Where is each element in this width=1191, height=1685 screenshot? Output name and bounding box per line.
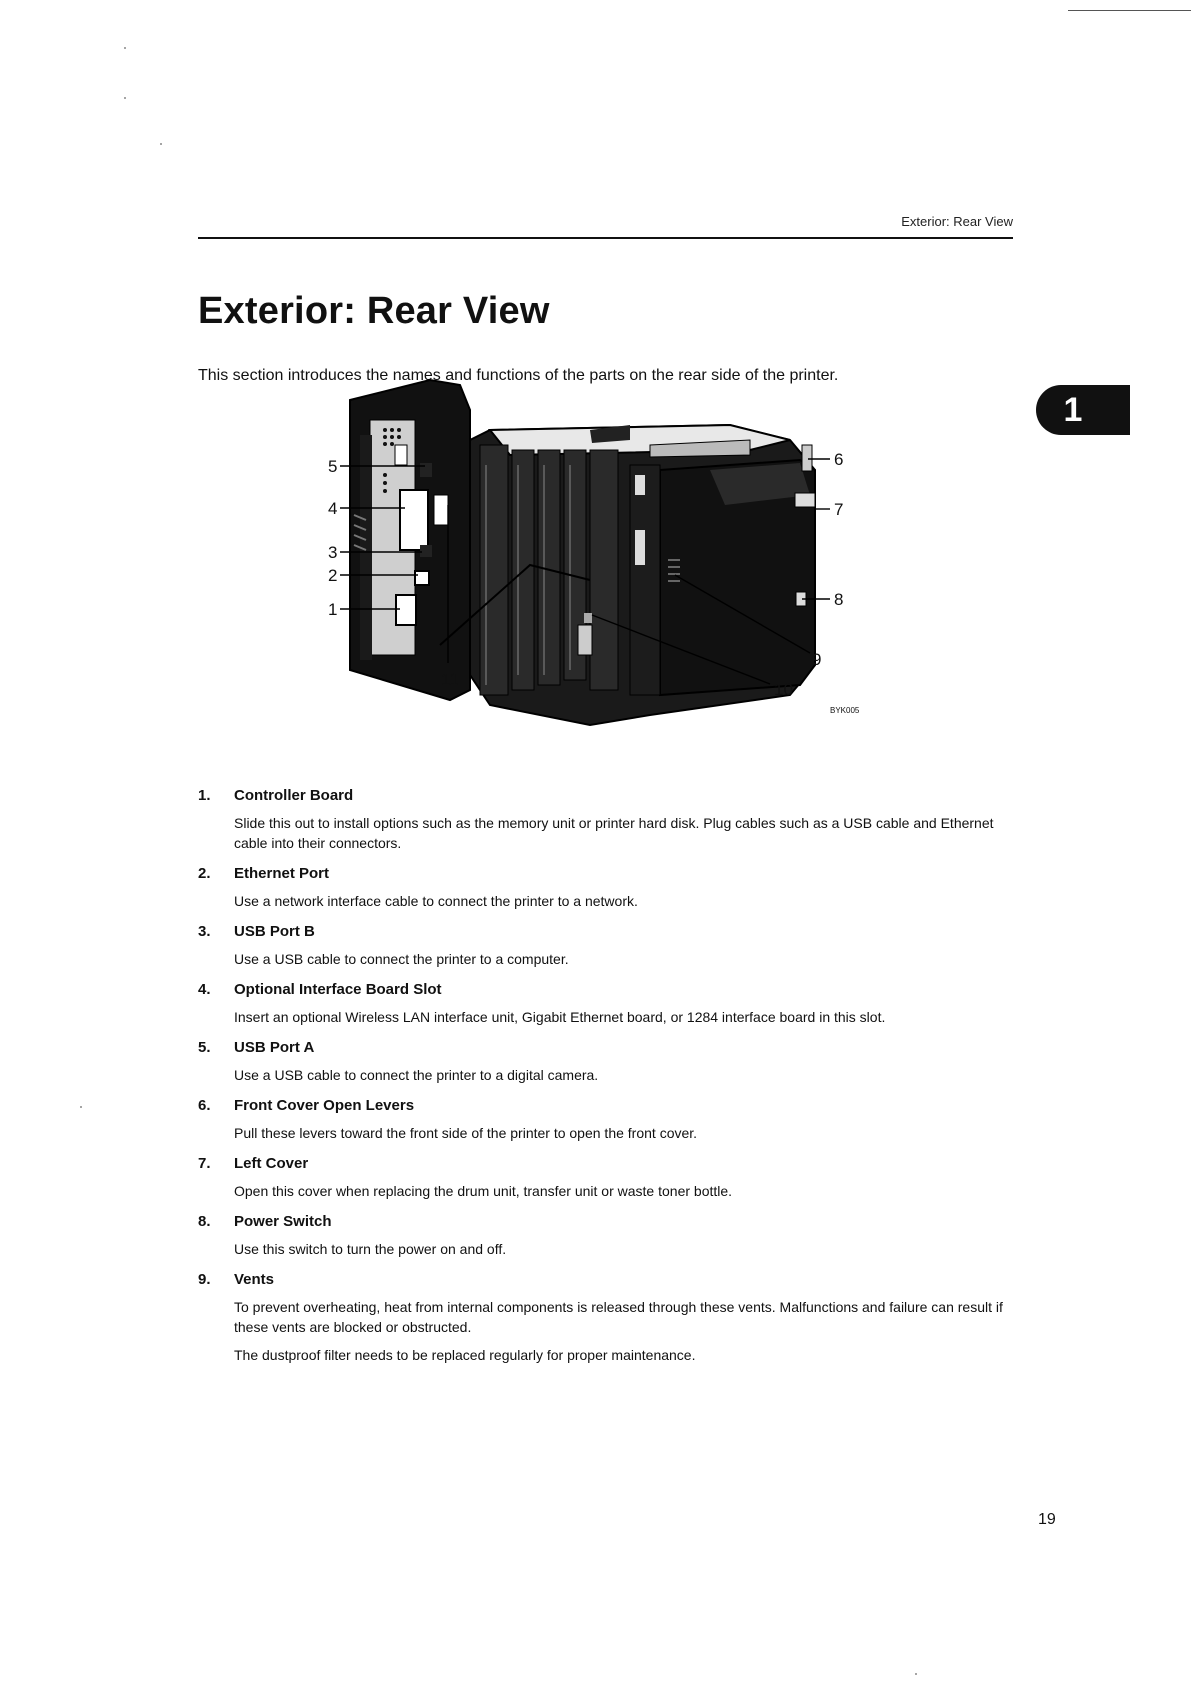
scan-speck bbox=[124, 97, 126, 99]
part-description: Pull these levers toward the front side of the printer to open the front cover. bbox=[234, 1125, 698, 1141]
scan-speck bbox=[124, 47, 126, 49]
part-item bbox=[198, 1093, 1018, 1143]
parts-list bbox=[198, 783, 1018, 1373]
part-name: Vents bbox=[234, 1271, 275, 1288]
scan-speck bbox=[80, 1106, 82, 1108]
header-rule bbox=[198, 237, 1013, 239]
part-heading bbox=[198, 1151, 1018, 1177]
part-name: Power Switch bbox=[234, 1213, 332, 1230]
part-description: To prevent overheating, heat from internal components is released through these vents. Malfunctions and failure can result if these vents are blocked or obstructed. bbox=[234, 1299, 1003, 1335]
page-number: 19 bbox=[1038, 1511, 1056, 1528]
printer-rear-figure bbox=[330, 395, 890, 775]
callout-6: 6 bbox=[834, 450, 844, 469]
part-number: 6. bbox=[198, 1097, 211, 1114]
part-description: The dustproof filter needs to be replaced regularly for proper maintenance. bbox=[234, 1347, 696, 1363]
figure-code: BYK005 bbox=[830, 706, 860, 715]
part-name: Ethernet Port bbox=[234, 865, 330, 882]
callout-5: 5 bbox=[328, 457, 338, 476]
top-edge-rule bbox=[1068, 10, 1191, 11]
part-number: 2. bbox=[198, 865, 211, 882]
running-header: Exterior: Rear View bbox=[901, 214, 1013, 229]
callout-3: 3 bbox=[328, 543, 338, 562]
callout-2: 2 bbox=[328, 566, 338, 585]
part-item bbox=[198, 1267, 1018, 1365]
part-description: Open this cover when replacing the drum unit, transfer unit or waste toner bottle. bbox=[234, 1183, 733, 1199]
part-item bbox=[198, 861, 1018, 911]
part-name: USB Port B bbox=[234, 923, 315, 940]
part-heading bbox=[198, 919, 1018, 945]
part-number: 7. bbox=[198, 1155, 211, 1172]
part-description: Use a network interface cable to connect the printer to a network. bbox=[234, 893, 638, 909]
part-number: 9. bbox=[198, 1271, 211, 1288]
callout-11: 11 bbox=[441, 670, 459, 689]
part-description: Use a USB cable to connect the printer to a digital camera. bbox=[234, 1067, 599, 1083]
part-item bbox=[198, 919, 1018, 969]
page-title: Exterior: Rear View bbox=[198, 290, 550, 332]
part-number: 4. bbox=[198, 981, 211, 998]
part-number: 1. bbox=[198, 787, 211, 804]
part-number: 3. bbox=[198, 923, 211, 940]
callout-9: 9 bbox=[812, 650, 822, 669]
callout-10: 10 bbox=[774, 680, 793, 699]
printer-rear-illustration bbox=[330, 395, 890, 775]
part-heading bbox=[198, 783, 1018, 809]
part-item bbox=[198, 1209, 1018, 1259]
part-heading bbox=[198, 977, 1018, 1003]
part-name: Controller Board bbox=[234, 787, 354, 804]
part-number: 8. bbox=[198, 1213, 211, 1230]
chapter-tab bbox=[1036, 385, 1130, 435]
part-name: Optional Interface Board Slot bbox=[234, 981, 442, 998]
callout-8: 8 bbox=[834, 590, 844, 609]
callout-4: 4 bbox=[328, 499, 338, 518]
part-name: Front Cover Open Levers bbox=[234, 1097, 415, 1114]
part-heading bbox=[198, 1093, 1018, 1119]
part-description: Insert an optional Wireless LAN interface unit, Gigabit Ethernet board, or 1284 interface board in this slot. bbox=[234, 1009, 886, 1025]
part-name: USB Port A bbox=[234, 1039, 315, 1056]
scan-speck bbox=[160, 143, 162, 145]
chapter-number: 1 bbox=[1063, 390, 1083, 429]
part-number: 5. bbox=[198, 1039, 211, 1056]
callout-7: 7 bbox=[834, 500, 844, 519]
part-item bbox=[198, 1035, 1018, 1085]
scan-speck bbox=[915, 1673, 917, 1675]
part-heading bbox=[198, 1209, 1018, 1235]
callout-1: 1 bbox=[328, 600, 338, 619]
part-description: Use a USB cable to connect the printer to a computer. bbox=[234, 951, 569, 967]
part-name: Left Cover bbox=[234, 1155, 309, 1172]
part-item bbox=[198, 1151, 1018, 1201]
part-heading bbox=[198, 861, 1018, 887]
part-heading bbox=[198, 1035, 1018, 1061]
intro-paragraph: This section introduces the names and functions of the parts on the rear side of the printer. bbox=[198, 367, 839, 384]
part-description: Use this switch to turn the power on and off. bbox=[234, 1241, 507, 1257]
part-description: Slide this out to install options such as the memory unit or printer hard disk. Plug cables such as a USB cable and Ethernet cable into their connectors. bbox=[234, 815, 994, 851]
part-item bbox=[198, 783, 1018, 853]
part-heading bbox=[198, 1267, 1018, 1293]
part-item bbox=[198, 977, 1018, 1027]
